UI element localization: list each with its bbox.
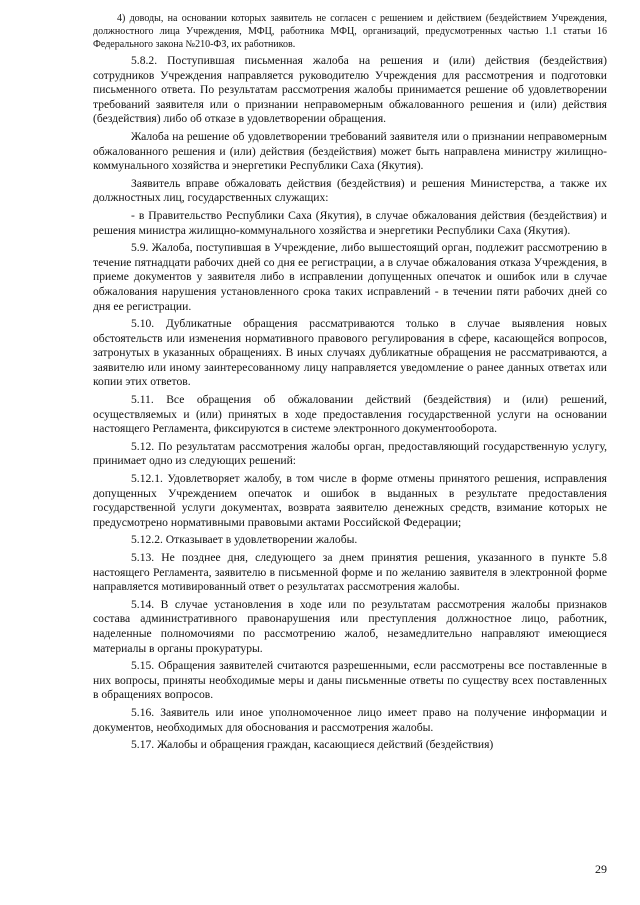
- paragraph-appeal-to-minister: Жалоба на решение об удовлетворении требований заявителя или о признании неправомерным обжалованного решения и (или) действия (бездействия) может быть направлена министру жилищно-коммунального хозяйства и энергетики Республики Саха (Якутия).: [93, 129, 607, 173]
- paragraph-government-appeal: - в Правительство Республики Саха (Якутия), в случае обжалования действия (бездействия) и решения министра жилищно-коммунального хозяйства и энергетики Республики Саха (Якутия).: [93, 208, 607, 237]
- document-body: [93, 12, 607, 756]
- paragraph-5-15: 5.15. Обращения заявителей считаются разрешенными, если рассмотрены все поставленные в них вопросы, приняты необходимые меры и даны письменные ответы по существу всех поставленных в обращениях вопросов.: [93, 659, 607, 702]
- paragraph-5-12: 5.12. По результатам рассмотрения жалобы орган, предоставляющий государственную услугу, принимает одно из следующих решений:: [93, 439, 607, 468]
- paragraph-5-17: 5.17. Жалобы и обращения граждан, касающиеся действий (бездействия): [131, 738, 494, 752]
- paragraph-right-to-appeal: Заявитель вправе обжаловать действия (бездействия) и решения Министерства, а также их должностных лиц, государственных служащих:: [93, 176, 607, 205]
- paragraph-5-10: 5.10. Дубликатные обращения рассматриваются только в случае выявления новых обстоятельств или изменения нормативного правового регулирования в сфере, касающейся вопросов, затронутых в указанных обращениях. В иных случаях дубликатные обращения не рассматриваются, а заявителю или иному заинтересованному лицу направляется уведомление о ранее данных ответах или копии этих ответов.: [93, 317, 607, 389]
- paragraph-5-11: 5.11. Все обращения об обжаловании действий (бездействия) и (или) решений, осуществляемых и (или) принятых в ходе предоставления государственной услуги на основании настоящего Регламента, фиксируются в системе электронного документооборота.: [93, 393, 607, 436]
- paragraph-item-4-arguments: 4) доводы, на основании которых заявитель не согласен с решением и действием (бездействием Учреждения, должностного лица Учреждения, МФЦ, работника МФЦ, организаций, предусмотренных частью 1.1 статьи 16 Федерального закона №210-ФЗ, их работников.: [93, 13, 607, 50]
- paragraph-5-12-2: 5.12.2. Отказывает в удовлетворении жалобы.: [131, 533, 358, 547]
- paragraph-5-16: 5.16. Заявитель или иное уполномоченное лицо имеет право на получение информации и документов, необходимых для обоснования и рассмотрения жалобы.: [93, 705, 607, 734]
- paragraph-5-12-1: 5.12.1. Удовлетворяет жалобу, в том числе в форме отмены принятого решения, исправления допущенных Учреждением опечаток и ошибок в выданных в результате предоставления государственной услуги документах, возврата заявителю денежных средств, взимание которых не предусмотрено нормативными правовыми актами Российской Федерации;: [93, 472, 607, 529]
- paragraph-5-8-2: 5.8.2. Поступившая письменная жалоба на решения и (или) действия (бездействия) сотрудников Учреждения направляется руководителю Учреждения для рассмотрения и подготовки письменного ответа. По результатам рассмотрения жалобы принимается решение об удовлетворении требований заявителя или о признании неправомерным обжалованного решения и (или) действия (бездействия) либо об отказе в удовлетворении обращения.: [93, 54, 607, 126]
- paragraph-5-9: 5.9. Жалоба, поступившая в Учреждение, либо вышестоящий орган, подлежит рассмотрению в течение пятнадцати рабочих дней со дня ее регистрации, а в случае обжалования отказа Учреждения, в приеме документов у заявителя либо в исправлении допущенных опечаток и ошибок или в случае обжалования нарушения установленного срока таких исправлений - в течении пяти рабочих дней со дня ее регистрации.: [93, 241, 607, 313]
- paragraph-5-13: 5.13. Не позднее дня, следующего за днем принятия решения, указанного в пункте 5.8 настоящего Регламента, заявителю в письменной форме и по желанию заявителя в электронной форме направляется мотивированный ответ о результатах рассмотрения жалобы.: [93, 551, 607, 594]
- page-number: 29: [595, 862, 607, 876]
- paragraph-5-14: 5.14. В случае установления в ходе или по результатам рассмотрения жалобы признаков состава административного правонарушения или преступления должностное лицо, работник, наделенные полномочиями по рассмотрению жалоб, незамедлительно направляют имеющиеся материалы в органы прокуратуры.: [93, 597, 607, 655]
